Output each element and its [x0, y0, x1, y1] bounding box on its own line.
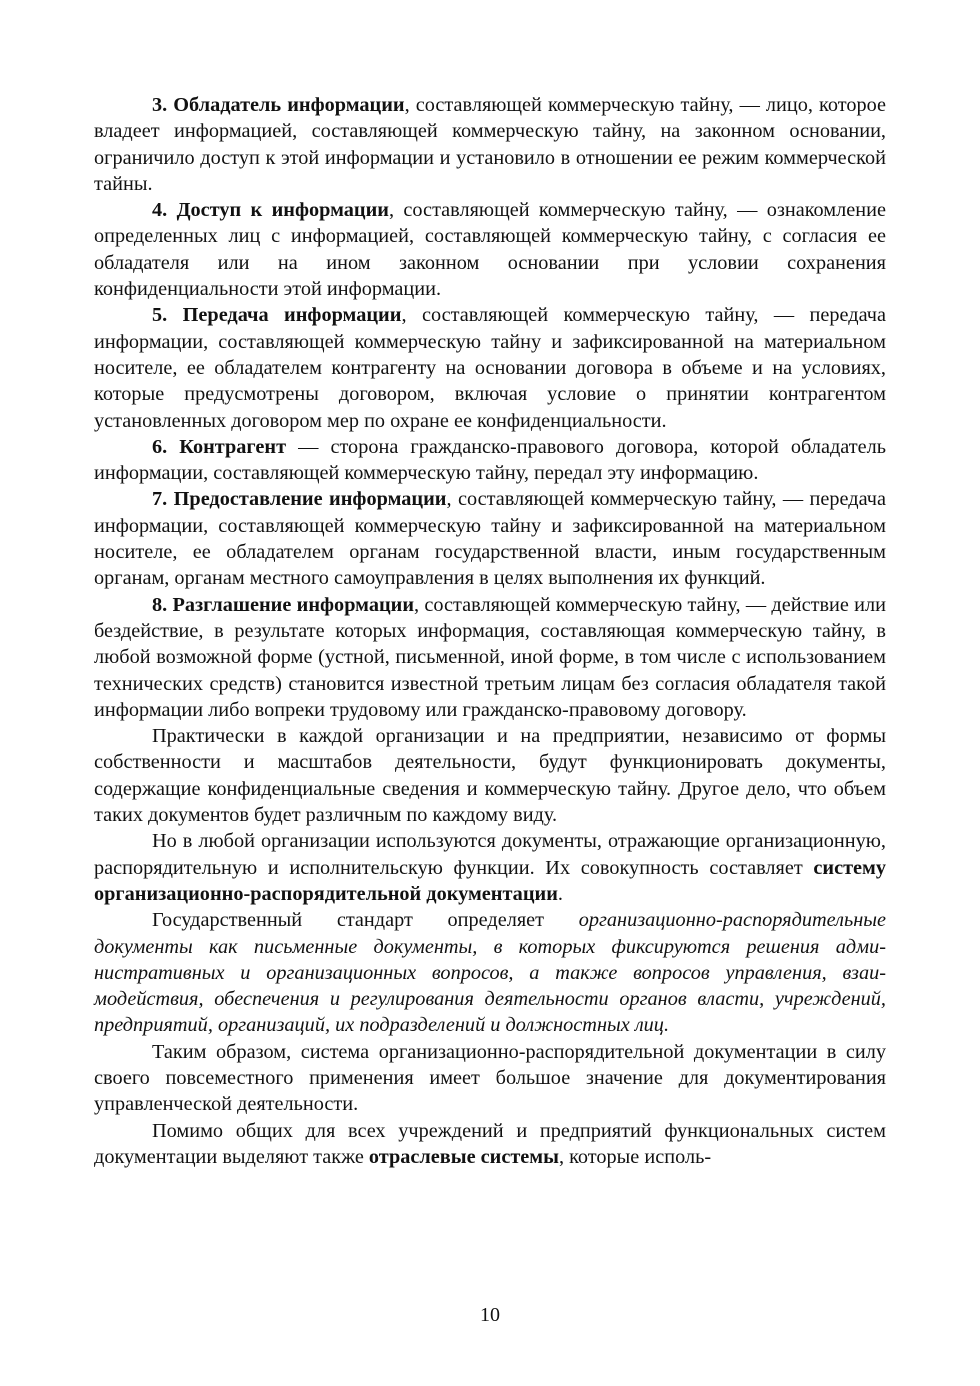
definition-paragraph-7	[94, 486, 886, 591]
standard-text-before: Государственный стандарт определяет	[152, 909, 579, 932]
sectoral-text-before: Помимо общих для всех учреждений и предприятий функциональных систем документации выделяют также	[94, 1119, 886, 1168]
system-paragraph	[94, 828, 886, 907]
definition-term: 6. Контрагент	[152, 435, 287, 458]
definition-text: — сторона гражданско-правового договора, которой обладатель информации, составляющей коммерческую тайну, передал эту информацию.	[94, 435, 886, 485]
standard-paragraph	[94, 907, 886, 1038]
definition-term: 4. Доступ к информации	[152, 199, 389, 222]
system-text-before: Но в любой организации используются документы, отражающие организационную, распорядительную и исполнительскую функции. Их совокупность составляет	[94, 830, 886, 879]
page-number: 10	[480, 1304, 500, 1326]
definition-text: , составляющей коммерческую тайну, — передача информации, составляющей коммерческую тайну и зафиксированной на материальном носителе, ее обладателем органам государственной власти, иным государственным органам, органам местного самоуправления в целях выполнения их функций.	[94, 488, 886, 590]
definition-paragraph-3	[94, 92, 886, 197]
definition-term: 3. Обладатель информации	[152, 94, 405, 116]
definition-term: 7. Предоставление информации	[152, 488, 447, 511]
definition-term: 8. Разглашение информации	[152, 593, 415, 616]
standard-definition: организационно-распорядительные документы как письменные документы, в которых фиксируются решения административных и организационных вопросов, а также вопросов управления, взаимодействия, обеспечения и регулирования деятельности органов власти, учреждений, предприятий, организаций, их подразделений и должностных лиц.	[94, 909, 886, 1037]
page-body	[94, 92, 886, 1170]
system-text-after: .	[557, 882, 563, 905]
definition-paragraph-5	[94, 302, 886, 433]
definition-paragraph-4	[94, 197, 886, 302]
sectoral-paragraph	[94, 1118, 886, 1171]
definition-text: , составляющей коммерческую тайну, — лицо, которое владеет информацией, составляющей коммерческую тайну, на законном основании, ограничило доступ к этой информации и установило в отношении ее режим коммерческой тайны.	[94, 94, 886, 195]
definition-term: 5. Передача информации	[152, 304, 402, 327]
definition-text: , составляющей коммерческую тайну, — ознакомление определенных лиц с информацией, составляющей коммерческую тайну, с согласия ее обладателя или на ином законном основании при условии сохранения конфиденциальности этой информации.	[94, 199, 886, 301]
sectoral-term: отраслевые системы	[368, 1145, 559, 1168]
definition-paragraph-6	[94, 434, 886, 487]
definition-paragraph-8	[94, 592, 886, 723]
definition-text: , составляющей коммерческую тайну, — передача информации, составляющей коммерческую тайну и зафиксированной на материальном носителе, ее обладателем контрагенту на основании договора в объеме и на условиях, которые предусмотрены договором, включая условие о принятии контрагентом установленных договором мер по охране ее конфиденциальности.	[94, 304, 886, 432]
sectoral-text-after: , которые исполь-	[558, 1145, 712, 1168]
conclusion-paragraph: Таким образом, система организационно-распорядительной документации в силу своего повсеместного применения имеет большое значение для документирования управленческой деятельности.	[94, 1040, 886, 1116]
practice-paragraph: Практически в каждой организации и на предприятии, независимо от формы собственности и масштабов деятельности, будут функционировать документы, содержащие конфиденциальные сведения и коммерческую тайну. Другое дело, что объем таких документов будет различным по каждому виду.	[94, 725, 886, 827]
system-term: систему организационно-распорядительной документации	[94, 856, 886, 905]
definition-text: , составляющей коммерческую тайну, — действие или бездействие, в результате которых информация, составляющая коммерческую тайну, в любой возможной форме (устной, письменной, иной форме, в том числе с использованием технических средств) становится известной третьим лицам без согласия обладателя такой информации либо вопреки трудовому или гражданско-правовому договору.	[94, 593, 886, 721]
